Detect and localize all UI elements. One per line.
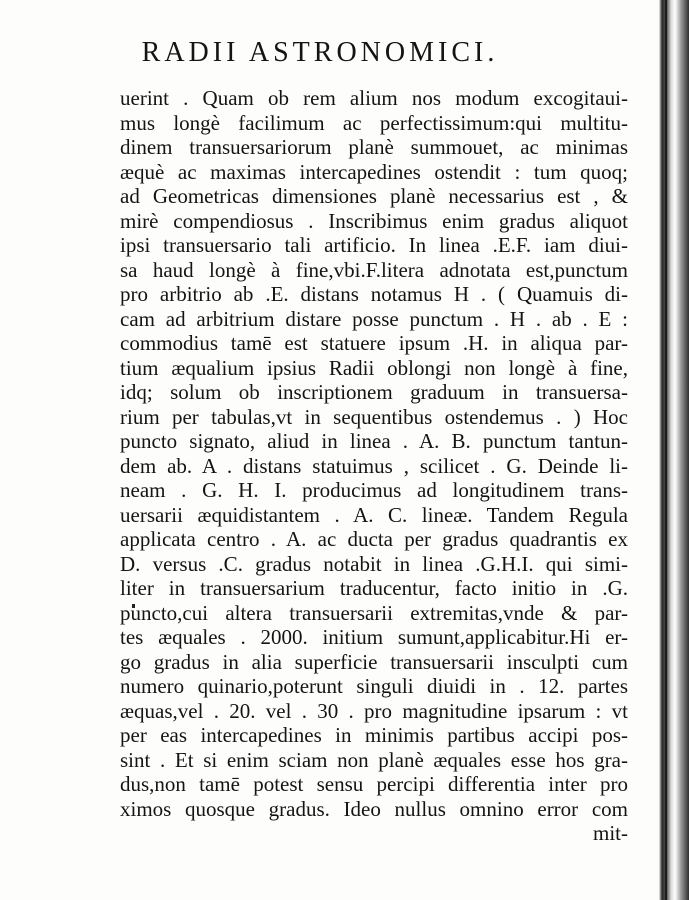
text-line: ad Geometricas dimensiones planè necessarius est , & xyxy=(120,184,628,208)
text-line: per eas intercapedines in minimis partibus accipi pos- xyxy=(120,723,628,747)
catchword: mit- xyxy=(593,821,628,845)
text-line: sa haud longè à fine,vbi.F.litera adnotata est,punctum xyxy=(120,257,628,282)
running-head: RADII ASTRONOMICI. xyxy=(141,37,499,68)
text-line: ximos quosque gradus. Ideo nullus omnino error com xyxy=(120,796,628,821)
text-line: sint . Et si enim sciam non planè æquales esse hos gra- xyxy=(120,747,628,772)
text-line: applicata centro . A. ac ducta per gradus quadrantis ex xyxy=(120,527,628,551)
page-edge-shadow xyxy=(659,0,689,900)
text-line: D. versus .C. gradus notabit in linea .G.H.I. qui simi- xyxy=(120,551,628,576)
text-line: liter in transuersarium traducentur, facto initio in .G. xyxy=(120,576,628,600)
text-line: idq; solum ob inscriptionem graduum in transuersa- xyxy=(120,380,628,404)
text-line: numero quinario,poterunt singuli diuidi in . 12. partes xyxy=(120,674,628,698)
text-line: æquè ac maximas intercapedines ostendit : tum quoq; xyxy=(120,159,628,184)
body-text xyxy=(120,86,628,846)
text-line: neam . G. H. I. producimus ad longitudinem trans- xyxy=(120,478,628,502)
text-line: tes æquales . 2000. initium sumunt,applicabitur.Hi er- xyxy=(120,625,628,649)
text-line: dem ab. A . distans statuimus , scilicet . G. Deinde li- xyxy=(120,453,628,478)
text-line: commodius tamē est statuere ipsum .H. in aliqua par- xyxy=(120,331,628,355)
text-line: pro arbitrio ab .E. distans notamus H . ( Quamuis di- xyxy=(120,282,628,306)
text-line: puncto,cui altera transuersarii extremitas,vnde & par- xyxy=(120,600,628,625)
text-line: cam ad arbitrium distare posse punctum . H . ab . E : xyxy=(120,306,628,331)
text-line: rium per tabulas,vt in sequentibus ostendemus . ) Hoc xyxy=(120,404,628,429)
text-line: mus longè facilimum ac perfectissimum:qui multitu- xyxy=(120,110,628,135)
page-edge-line xyxy=(665,0,667,900)
text-line: mirè compendiosus . Inscribimus enim gradus aliquot xyxy=(120,208,628,233)
text-line: dinem transuersariorum planè summouet, ac minimas xyxy=(120,135,628,159)
text-line: æquas,vel . 20. vel . 30 . pro magnitudine ipsarum : vt xyxy=(120,698,628,723)
text-line: uersarii æquidistantem . A. C. lineæ. Tandem Regula xyxy=(120,502,628,527)
text-line: puncto signato, aliud in linea . A. B. punctum tantun- xyxy=(120,429,628,453)
text-line: tium æqualium ipsius Radii oblongi non longè à fine, xyxy=(120,355,628,380)
text-line: uerint . Quam ob rem alium nos modum excogitaui- xyxy=(120,86,628,110)
text-line: go gradus in alia superficie transuersarii insculpti cum xyxy=(120,649,628,674)
text-line: ipsi transuersario tali artificio. In linea .E.F. iam diui- xyxy=(120,233,628,257)
text-line: dus,non tamē potest sensu percipi differentia inter pro xyxy=(120,772,628,796)
